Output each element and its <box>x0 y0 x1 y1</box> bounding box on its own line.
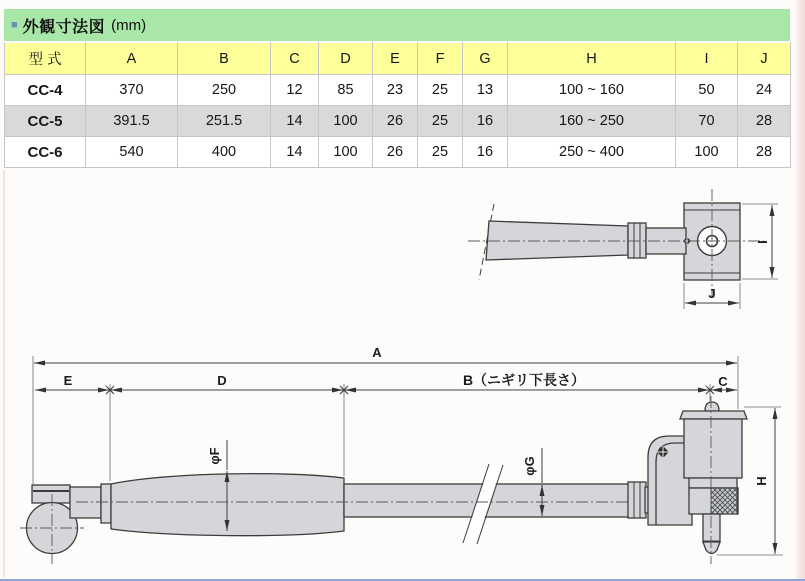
dim-label-J: J <box>708 286 716 301</box>
value-cell: 160 ~ 250 <box>508 106 676 137</box>
page-edge-strip <box>796 0 805 581</box>
value-cell: 250 <box>178 75 271 106</box>
knurl-texture <box>711 488 737 514</box>
page-title: 外観寸法図 <box>22 18 106 36</box>
section-bullet-icon: ■ <box>11 18 18 31</box>
value-cell: 13 <box>463 75 508 106</box>
dial-mount-body <box>684 419 742 478</box>
value-cell: 250 ~ 400 <box>508 137 676 168</box>
dim-label-I: I <box>755 240 770 244</box>
value-cell: 16 <box>463 137 508 168</box>
gauge-front-view <box>20 345 783 564</box>
contact-tip <box>703 542 720 554</box>
table-row-cc6 <box>5 137 791 168</box>
dim-J <box>684 283 740 309</box>
value-cell: 25 <box>418 106 463 137</box>
value-cell: 24 <box>738 75 791 106</box>
dim-chain-EDBC <box>35 372 737 394</box>
bracket-tab <box>645 487 656 513</box>
value-cell: 14 <box>271 106 319 137</box>
dim-H <box>717 407 783 555</box>
column-header-b: B <box>178 43 271 75</box>
value-cell: 370 <box>86 75 178 106</box>
value-cell: 100 <box>319 137 373 168</box>
dim-label-C: C <box>718 374 728 389</box>
value-cell: 540 <box>86 137 178 168</box>
value-cell: 16 <box>463 106 508 137</box>
value-cell: 14 <box>271 137 319 168</box>
dim-label-D: D <box>217 373 227 388</box>
column-header-f: F <box>418 43 463 75</box>
cap-dome <box>705 402 719 411</box>
handle-tube <box>486 221 628 260</box>
table-row-cc4 <box>5 75 791 106</box>
page-header <box>4 9 790 41</box>
break-line <box>479 204 494 280</box>
column-header-j: J <box>738 43 791 75</box>
value-cell: 23 <box>373 75 418 106</box>
column-header-e: E <box>373 43 418 75</box>
model-cell: CC-6 <box>5 137 86 168</box>
measuring-rod <box>344 484 630 517</box>
value-cell: 50 <box>676 75 738 106</box>
angle-bracket <box>648 436 692 525</box>
break-marks <box>463 464 503 544</box>
dim-label-H: H <box>754 476 769 486</box>
ball-anvil <box>27 503 78 554</box>
dim-A <box>34 345 737 363</box>
break-gap <box>464 464 502 543</box>
screw-icon <box>657 446 669 458</box>
column-header-i: I <box>676 43 738 75</box>
dial-mount-cap <box>680 411 747 419</box>
collar-ring <box>628 223 646 258</box>
knurled-clamp-nut <box>689 488 738 514</box>
value-cell: 25 <box>418 137 463 168</box>
value-cell: 70 <box>676 106 738 137</box>
column-header-d: D <box>319 43 373 75</box>
dimensions-table <box>4 42 791 168</box>
mount-hole-outer <box>698 227 727 256</box>
value-cell: 100 ~ 160 <box>508 75 676 106</box>
column-header-h: H <box>508 43 676 75</box>
value-cell: 28 <box>738 137 791 168</box>
dim-label-phiF: φF <box>207 447 222 465</box>
rod-collar <box>628 482 646 518</box>
value-cell: 400 <box>178 137 271 168</box>
dim-label-phiG: φG <box>522 456 537 476</box>
model-cell: CC-5 <box>5 106 86 137</box>
dim-I <box>742 204 778 279</box>
value-cell: 85 <box>319 75 373 106</box>
dim-label-B: B（ニギリ下長さ） <box>462 372 586 388</box>
value-cell: 100 <box>676 137 738 168</box>
value-cell: 12 <box>271 75 319 106</box>
table-header-row <box>5 43 791 75</box>
mount-neck <box>689 478 737 488</box>
value-cell: 391.5 <box>86 106 178 137</box>
neck <box>70 487 101 518</box>
barrel-grip <box>111 474 344 536</box>
stem <box>646 228 686 254</box>
value-cell: 100 <box>319 106 373 137</box>
neck-step <box>101 484 111 523</box>
dim-phiF <box>207 440 227 531</box>
anvil-clamp <box>32 485 70 503</box>
column-header-g: G <box>463 43 508 75</box>
table-row-cc5 <box>5 106 791 137</box>
value-cell: 251.5 <box>178 106 271 137</box>
value-cell: 28 <box>738 106 791 137</box>
column-header-a: A <box>86 43 178 75</box>
head-block <box>684 203 740 280</box>
unit-label: (mm) <box>111 16 147 34</box>
handle-side-view <box>468 189 778 309</box>
value-cell: 26 <box>373 106 418 137</box>
screw-icon <box>683 237 691 245</box>
contact-plunger <box>703 514 720 542</box>
dim-label-E: E <box>63 373 73 388</box>
value-cell: 26 <box>373 137 418 168</box>
mount-hole-inner <box>707 236 718 247</box>
dim-phiG <box>522 448 542 516</box>
value-cell: 25 <box>418 75 463 106</box>
dim-label-A: A <box>372 345 382 360</box>
column-header-c: C <box>271 43 319 75</box>
model-cell: CC-4 <box>5 75 86 106</box>
column-header-model: 型 式 <box>5 43 86 75</box>
